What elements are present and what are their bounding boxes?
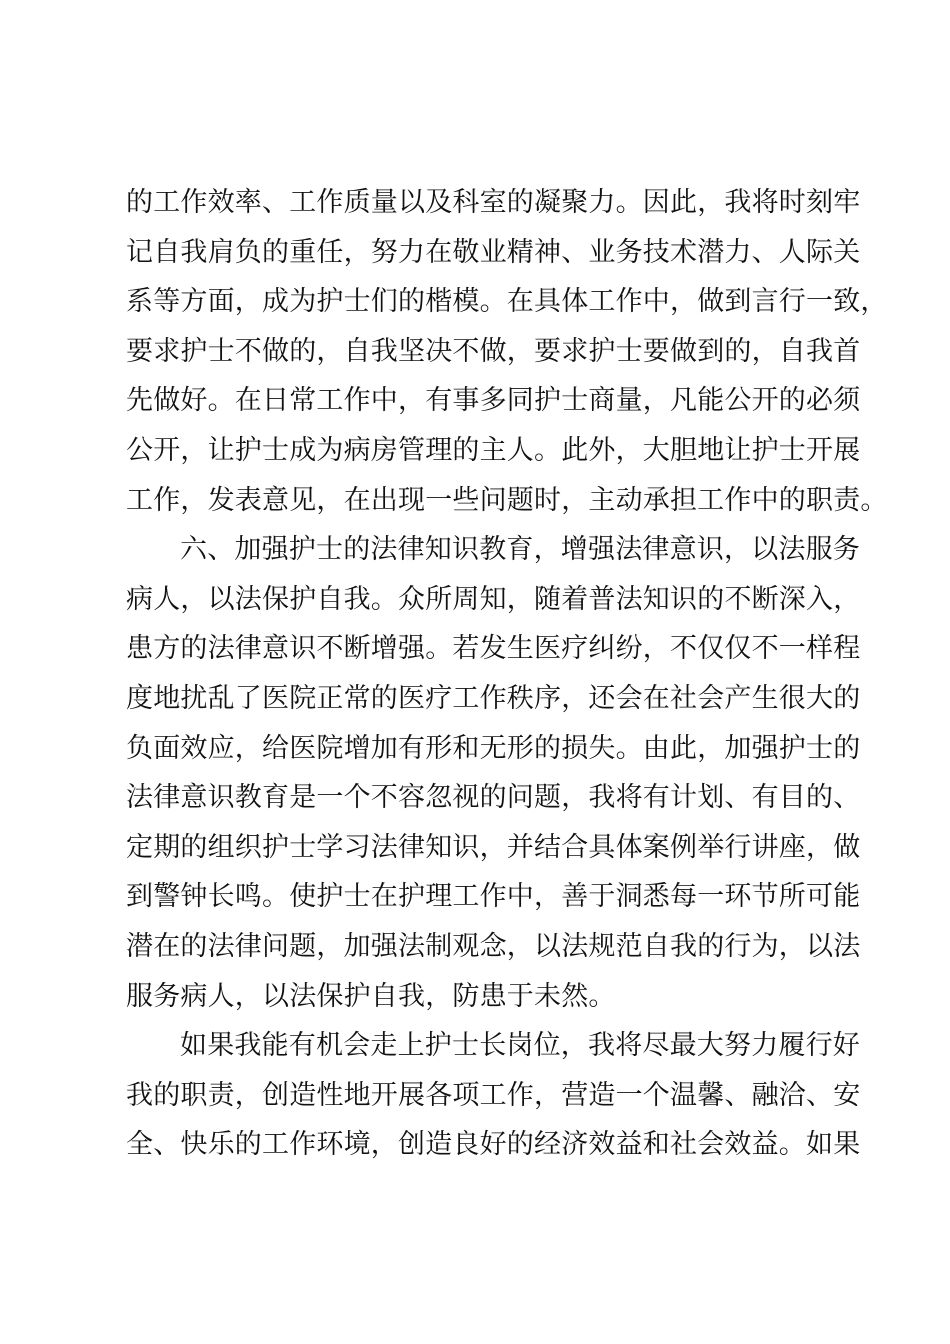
text-line: 全、快乐的工作环境，创造良好的经济效益和社会效益。如果 <box>126 1129 861 1161</box>
text-line: 先做好。在日常工作中，有事多同护士商量，凡能公开的必须 <box>126 385 861 417</box>
document-body <box>126 178 888 1170</box>
text-line: 负面效应，给医院增加有形和无形的损失。由此，加强护士的 <box>126 732 861 764</box>
text-line: 到警钟长鸣。使护士在护理工作中，善于洞悉每一环节所可能 <box>126 881 861 913</box>
text-line: 的工作效率、工作质量以及科室的凝聚力。因此，我将时刻牢 <box>126 187 861 218</box>
text-line: 要求护士不做的，自我坚决不做，要求护士要做到的，自我首 <box>126 335 861 367</box>
text-line: 记自我肩负的重任，努力在敬业精神、业务技术潜力、人际关 <box>126 236 861 268</box>
paragraph-start-line: 如果我能有机会走上护士长岗位，我将尽最大努力履行好 <box>180 1030 860 1062</box>
text-line: 度地扰乱了医院正常的医疗工作秩序，还会在社会产生很大的 <box>126 682 861 714</box>
text-line: 系等方面，成为护士们的楷模。在具体工作中，做到言行一致， <box>126 286 888 318</box>
text-line: 患方的法律意识不断增强。若发生医疗纠纷，不仅仅不一样程 <box>126 633 861 665</box>
text-line: 法律意识教育是一个不容忽视的问题，我将有计划、有目的、 <box>126 782 861 814</box>
text-line: 潜在的法律问题，加强法制观念，以法规范自我的行为，以法 <box>126 930 861 962</box>
text-line: 工作，发表意见，在出现一些问题时，主动承担工作中的职责。 <box>126 484 888 516</box>
paragraph-start-line: 六、加强护士的法律知识教育，增强法律意识，以法服务 <box>180 534 860 566</box>
text-line: 我的职责，创造性地开展各项工作，营造一个温馨、融洽、安 <box>126 1079 861 1111</box>
text-line: 病人，以法保护自我。众所周知，随着普法知识的不断深入， <box>126 583 861 615</box>
text-line: 定期的组织护士学习法律知识，并结合具体案例举行讲座，做 <box>126 831 861 863</box>
text-line: 服务病人，以法保护自我，防患于未然。 <box>126 980 616 1012</box>
text-line: 公开，让护士成为病房管理的主人。此外，大胆地让护士开展 <box>126 434 861 466</box>
